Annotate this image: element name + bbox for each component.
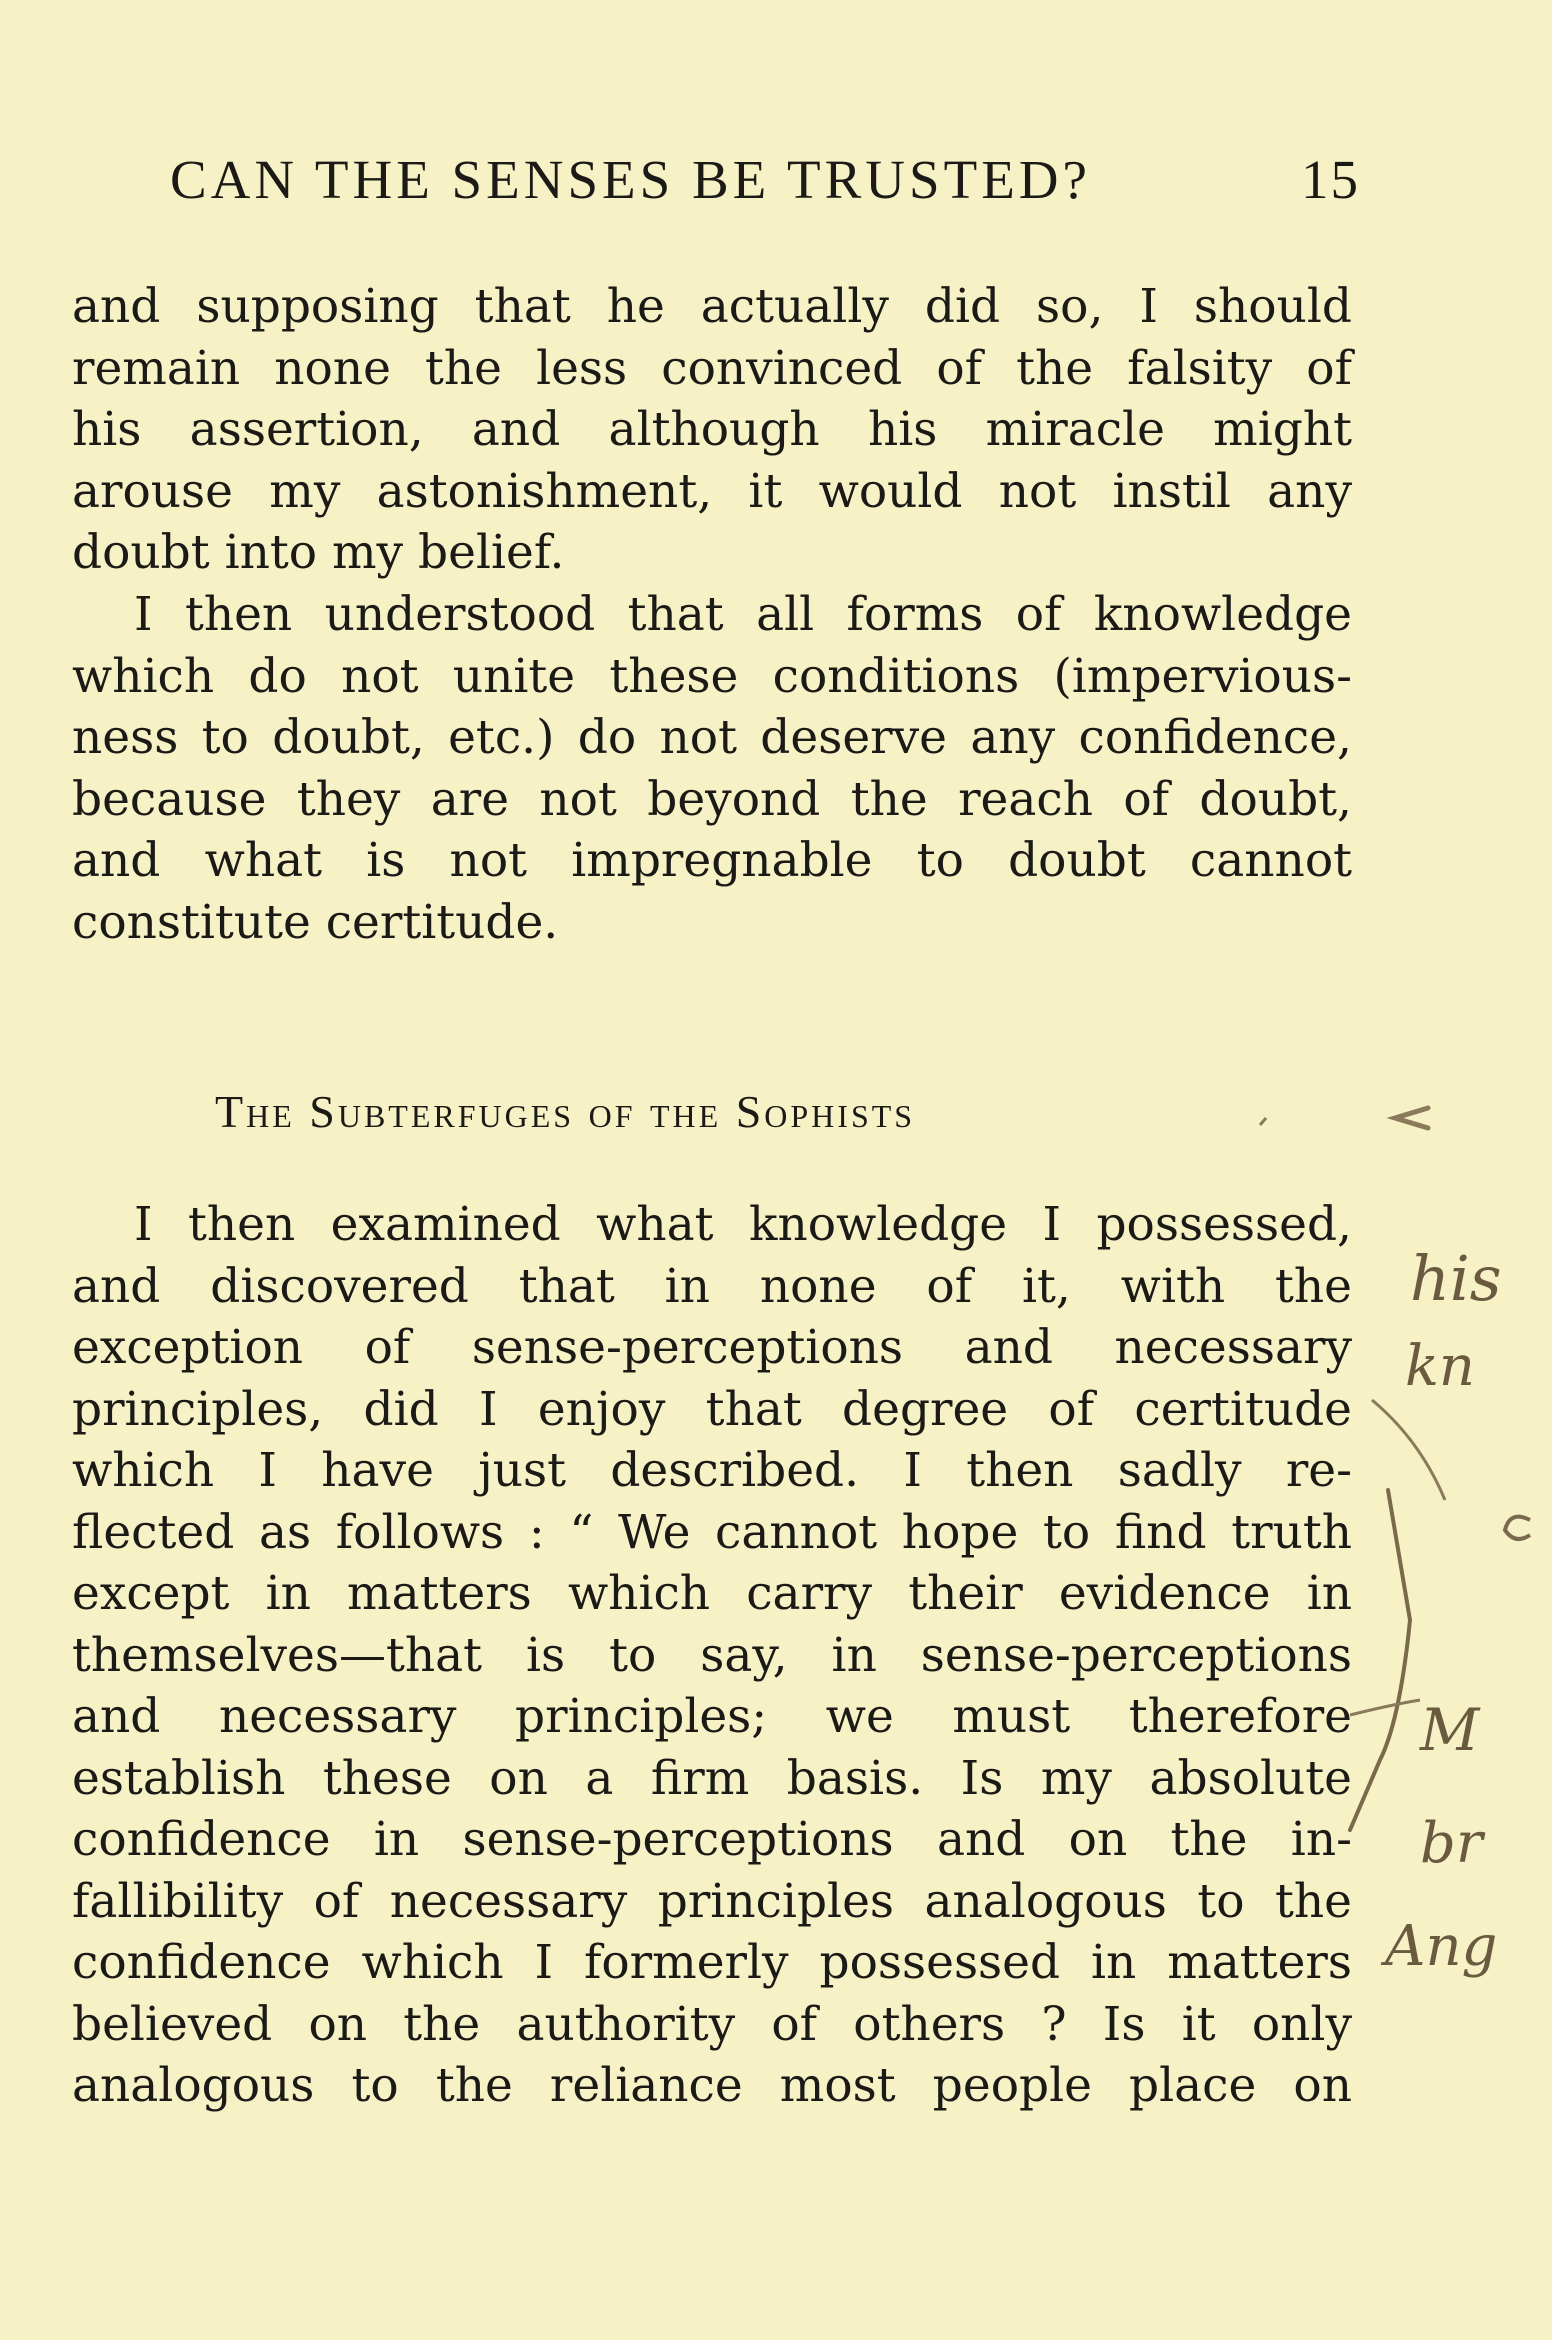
text-line: I then understood that all forms of knowledge — [134, 587, 1352, 642]
margin-note: kn — [1405, 1334, 1475, 1399]
text-line: flected as follows : “ We cannot hope to find truth — [72, 1504, 1352, 1560]
margin-stroke-mark — [1372, 1400, 1445, 1500]
text-line: remain none the less convinced of the falsity of — [72, 340, 1352, 396]
text-line: which do not unite these conditions (impervious- — [72, 648, 1352, 704]
margin-note: his — [1410, 1242, 1502, 1315]
running-title: CAN THE SENSES BE TRUSTED? — [170, 149, 1091, 210]
margin-note: Ang — [1385, 1914, 1498, 1979]
margin-bracket-mark — [1350, 1490, 1410, 1830]
text-line: establish these on a firm basis. Is my absolute — [72, 1750, 1352, 1806]
text-line: ness to doubt, etc.) do not deserve any confidence, — [72, 710, 1352, 765]
text-line: and discovered that in none of it, with the — [72, 1258, 1352, 1314]
margin-note: M — [1420, 1696, 1480, 1764]
text-line: confidence in sense-perceptions and on the in- — [72, 1812, 1352, 1867]
margin-note: br — [1420, 1811, 1483, 1876]
margin-tick-mark — [1260, 1118, 1266, 1125]
text-line: exception of sense-perceptions and necessary — [72, 1320, 1352, 1375]
text-line: fallibility of necessary principles analogous to the — [72, 1873, 1352, 1929]
paragraph-continued — [72, 276, 1352, 584]
text-line: which I have just described. I then sadly re- — [72, 1443, 1352, 1498]
running-head — [150, 148, 1360, 228]
margin-squiggle-mark — [1505, 1517, 1530, 1539]
text-line: analogous to the reliance most people place on — [72, 2058, 1352, 2113]
text-line: and supposing that he actually did so, I should — [72, 279, 1352, 334]
text-line: constitute certitude. — [72, 894, 559, 950]
text-line: and what is not impregnable to doubt cannot — [72, 833, 1352, 888]
paragraph-sophists — [72, 1194, 1352, 2117]
text-line: confidence which I formerly possessed in matters — [72, 1935, 1352, 1990]
text-line: principles, did I enjoy that degree of certitude — [72, 1381, 1352, 1437]
text-line: because they are not beyond the reach of doubt, — [72, 771, 1352, 827]
text-line: except in matters which carry their evidence in — [72, 1566, 1352, 1621]
text-line: themselves—that is to say, in sense-perceptions — [72, 1627, 1352, 1683]
page-number: 15 — [1301, 149, 1360, 210]
text-line: believed on the authority of others ? Is it only — [72, 1996, 1352, 2052]
text-line: I then examined what knowledge I possessed, — [134, 1197, 1352, 1252]
section-heading: The Subterfuges of the Sophists — [215, 1086, 916, 1137]
text-line: arouse my astonishment, it would not instil any — [72, 463, 1352, 519]
text-line: his assertion, and although his miracle might — [72, 402, 1352, 457]
margin-arrow-mark — [1395, 1108, 1428, 1128]
text-line: doubt into my belief. — [72, 525, 565, 580]
paragraph-conditions — [72, 584, 1352, 953]
margin-dash-mark — [1350, 1700, 1420, 1715]
text-line: and necessary principles; we must therefore — [72, 1689, 1352, 1744]
